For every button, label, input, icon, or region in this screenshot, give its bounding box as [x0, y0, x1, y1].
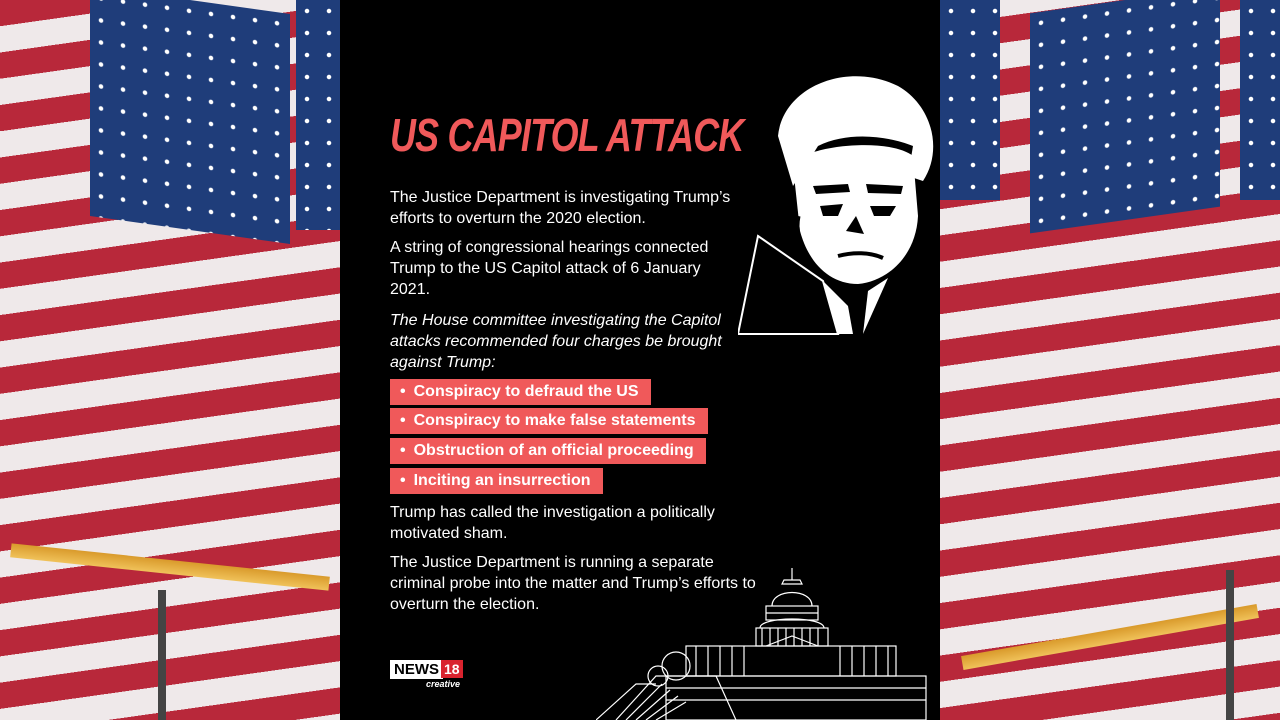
flag-canton-right-near: [940, 0, 1000, 200]
paragraph-congressional-hearings: A string of congressional hearings connected Trump to the US Capitol attack of 6 January 2021.: [390, 239, 709, 298]
charge-label: Obstruction of an official proceeding: [413, 442, 694, 459]
page-title: US CAPITOL ATTACK: [390, 109, 744, 161]
flag-canton-right-far: [1240, 0, 1280, 200]
logo-news-text: NEWS: [390, 660, 443, 679]
charge-item-false-statements: [390, 408, 708, 434]
news18-logo: [390, 660, 463, 692]
flag-canton-right: [1030, 0, 1220, 233]
logo-tagline: creative: [426, 679, 461, 689]
charge-item-insurrection: [390, 468, 603, 494]
paragraph-trump-response: Trump has called the investigation a politically motivated sham.: [390, 504, 715, 542]
flag-pole-right: [1226, 570, 1234, 720]
paragraph-house-committee: The House committee investigating the Capitol attacks recommended four charges be brought against Trump:: [390, 312, 722, 371]
paragraph-criminal-probe: The Justice Department is running a separate criminal probe into the matter and Trump’s efforts to overturn the election.: [390, 554, 756, 613]
flag-canton-left-far: [296, 0, 340, 230]
bullet-icon: •: [400, 442, 406, 459]
bullet-icon: •: [400, 383, 406, 400]
bullet-icon: •: [400, 472, 406, 489]
charge-item-obstruction: [390, 438, 706, 464]
capitol-building-icon: [596, 566, 940, 720]
portrait-illustration-icon: [738, 66, 938, 336]
flag-pole-left: [158, 590, 166, 720]
logo-number-text: 18: [441, 660, 463, 678]
charge-label: Inciting an insurrection: [413, 472, 591, 489]
bullet-icon: •: [400, 412, 406, 429]
paragraph-justice-investigation: The Justice Department is investigating Trump’s efforts to overturn the 2020 election.: [390, 189, 731, 227]
charge-label: Conspiracy to defraud the US: [413, 383, 639, 400]
flag-canton-left: [90, 0, 290, 244]
charge-item-defraud: [390, 379, 651, 405]
charge-label: Conspiracy to make false statements: [413, 412, 696, 429]
